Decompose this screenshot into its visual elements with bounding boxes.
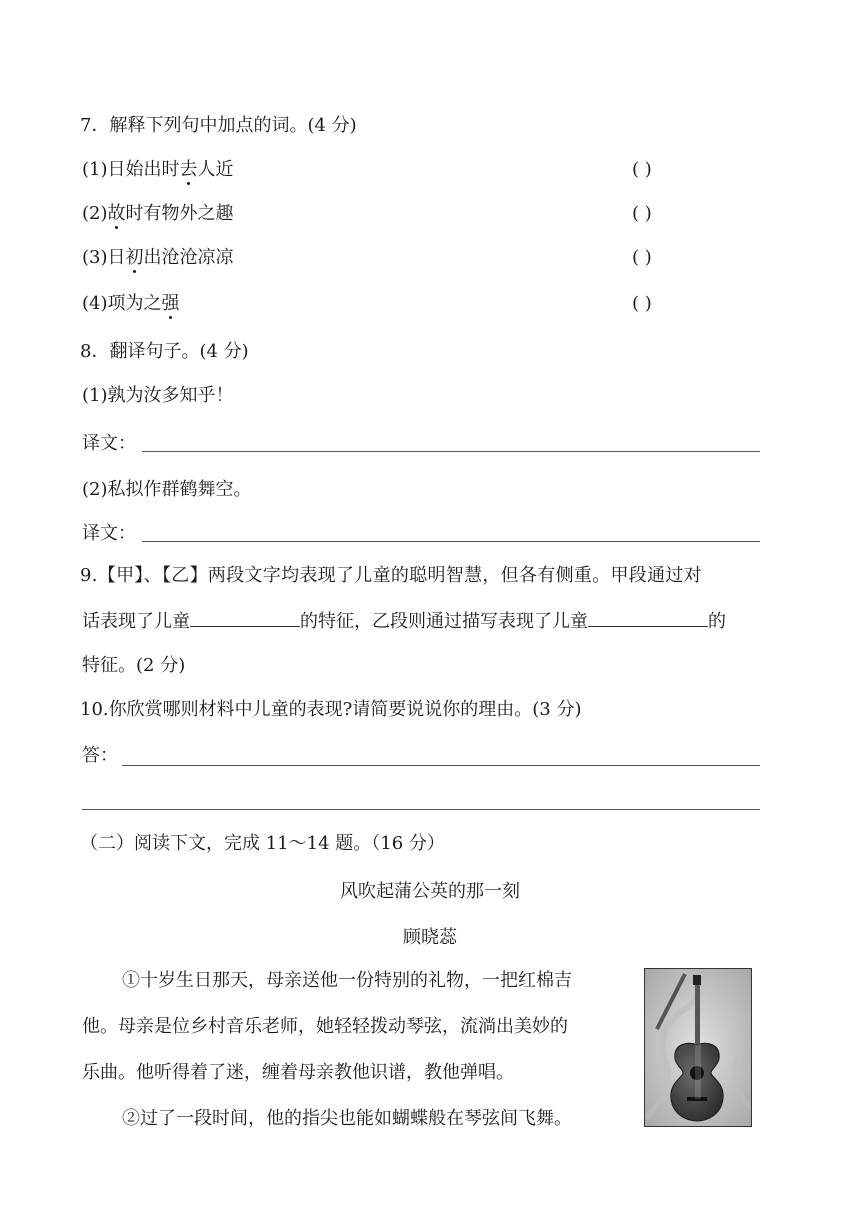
- dotted-word: 强: [161, 293, 180, 314]
- q8-sentence-1: (1)孰为汝多知乎！: [82, 385, 234, 406]
- q7-item-2: [82, 202, 234, 226]
- answer-line[interactable]: [82, 809, 760, 810]
- dotted-word: 初: [125, 247, 144, 268]
- q7-item-text: 项为之: [107, 293, 162, 314]
- q7-item-num: (4): [82, 293, 108, 314]
- q7-item-3: [82, 246, 234, 270]
- answer-line[interactable]: [142, 541, 760, 542]
- answer-label: 译文：: [82, 433, 136, 454]
- answer-blank-paren[interactable]: ( ): [632, 203, 652, 224]
- q9-line-1: 9.【甲】、【乙】两段文字均表现了儿童的聪明智慧，但各有侧重。甲段通过对: [80, 565, 702, 586]
- answer-blank-paren[interactable]: ( ): [632, 247, 652, 268]
- section-heading: （二）阅读下文，完成 11～14 题。（16 分）: [80, 833, 445, 854]
- paragraph-line: ①十岁生日那天，母亲送他一份特别的礼物，一把红棉吉: [122, 970, 572, 991]
- fill-blank[interactable]: [588, 608, 708, 627]
- guitar-illustration: [645, 969, 751, 1126]
- q8-sentence-2: (2)私拟作群鹤舞空。: [82, 479, 252, 500]
- answer-blank-paren[interactable]: ( ): [632, 293, 652, 314]
- answer-label: 答：: [82, 745, 118, 766]
- paragraph-line: ②过了一段时间，他的指尖也能如蝴蝶般在琴弦间飞舞。: [122, 1108, 572, 1129]
- article-title: 风吹起蒲公英的那一刻: [340, 881, 520, 902]
- guitar-photo: [644, 968, 752, 1127]
- q7-item-4: [82, 292, 180, 316]
- dotted-word: 故: [107, 203, 126, 224]
- q7-item-text: 时有物外之趣: [125, 203, 234, 224]
- paragraph-line: 乐曲。他听得着了迷，缠着母亲教他识谱，教他弹唱。: [82, 1062, 514, 1083]
- q7-item-num: (1): [82, 159, 108, 180]
- answer-line[interactable]: [122, 765, 760, 766]
- q7-item-1: [82, 158, 234, 182]
- dotted-word: 去: [179, 159, 198, 180]
- answer-line[interactable]: [142, 451, 760, 452]
- q7-item-text: 日始出时: [107, 159, 180, 180]
- q9-line-3: 特征。(2 分): [82, 655, 186, 676]
- paragraph-line: 他。母亲是位乡村音乐老师，她轻轻拨动琴弦，流淌出美妙的: [82, 1016, 568, 1037]
- q7-item-text: 出沧沧凉凉: [143, 247, 234, 268]
- q9-text: 的: [708, 611, 726, 632]
- q9-text: 的特征，乙段则通过描写表现了儿童: [300, 611, 588, 632]
- q7-item-num: (3): [82, 247, 108, 268]
- article-author: 顾晓蕊: [403, 927, 457, 948]
- q7-item-num: (2): [82, 203, 108, 224]
- q9-line-2: [82, 608, 726, 634]
- q7-title: 7．解释下列句中加点的词。(4 分): [80, 115, 357, 136]
- q9-text: 话表现了儿童: [82, 611, 190, 632]
- q10-title: 10.你欣赏哪则材料中儿童的表现?请简要说说你的理由。(3 分): [80, 699, 582, 720]
- q8-title: 8．翻译句子。(4 分): [80, 341, 249, 362]
- answer-label: 译文：: [82, 523, 136, 544]
- q7-item-text: 人近: [197, 159, 234, 180]
- fill-blank[interactable]: [190, 608, 300, 627]
- q7-item-text: 日: [107, 247, 126, 268]
- answer-blank-paren[interactable]: ( ): [632, 159, 652, 180]
